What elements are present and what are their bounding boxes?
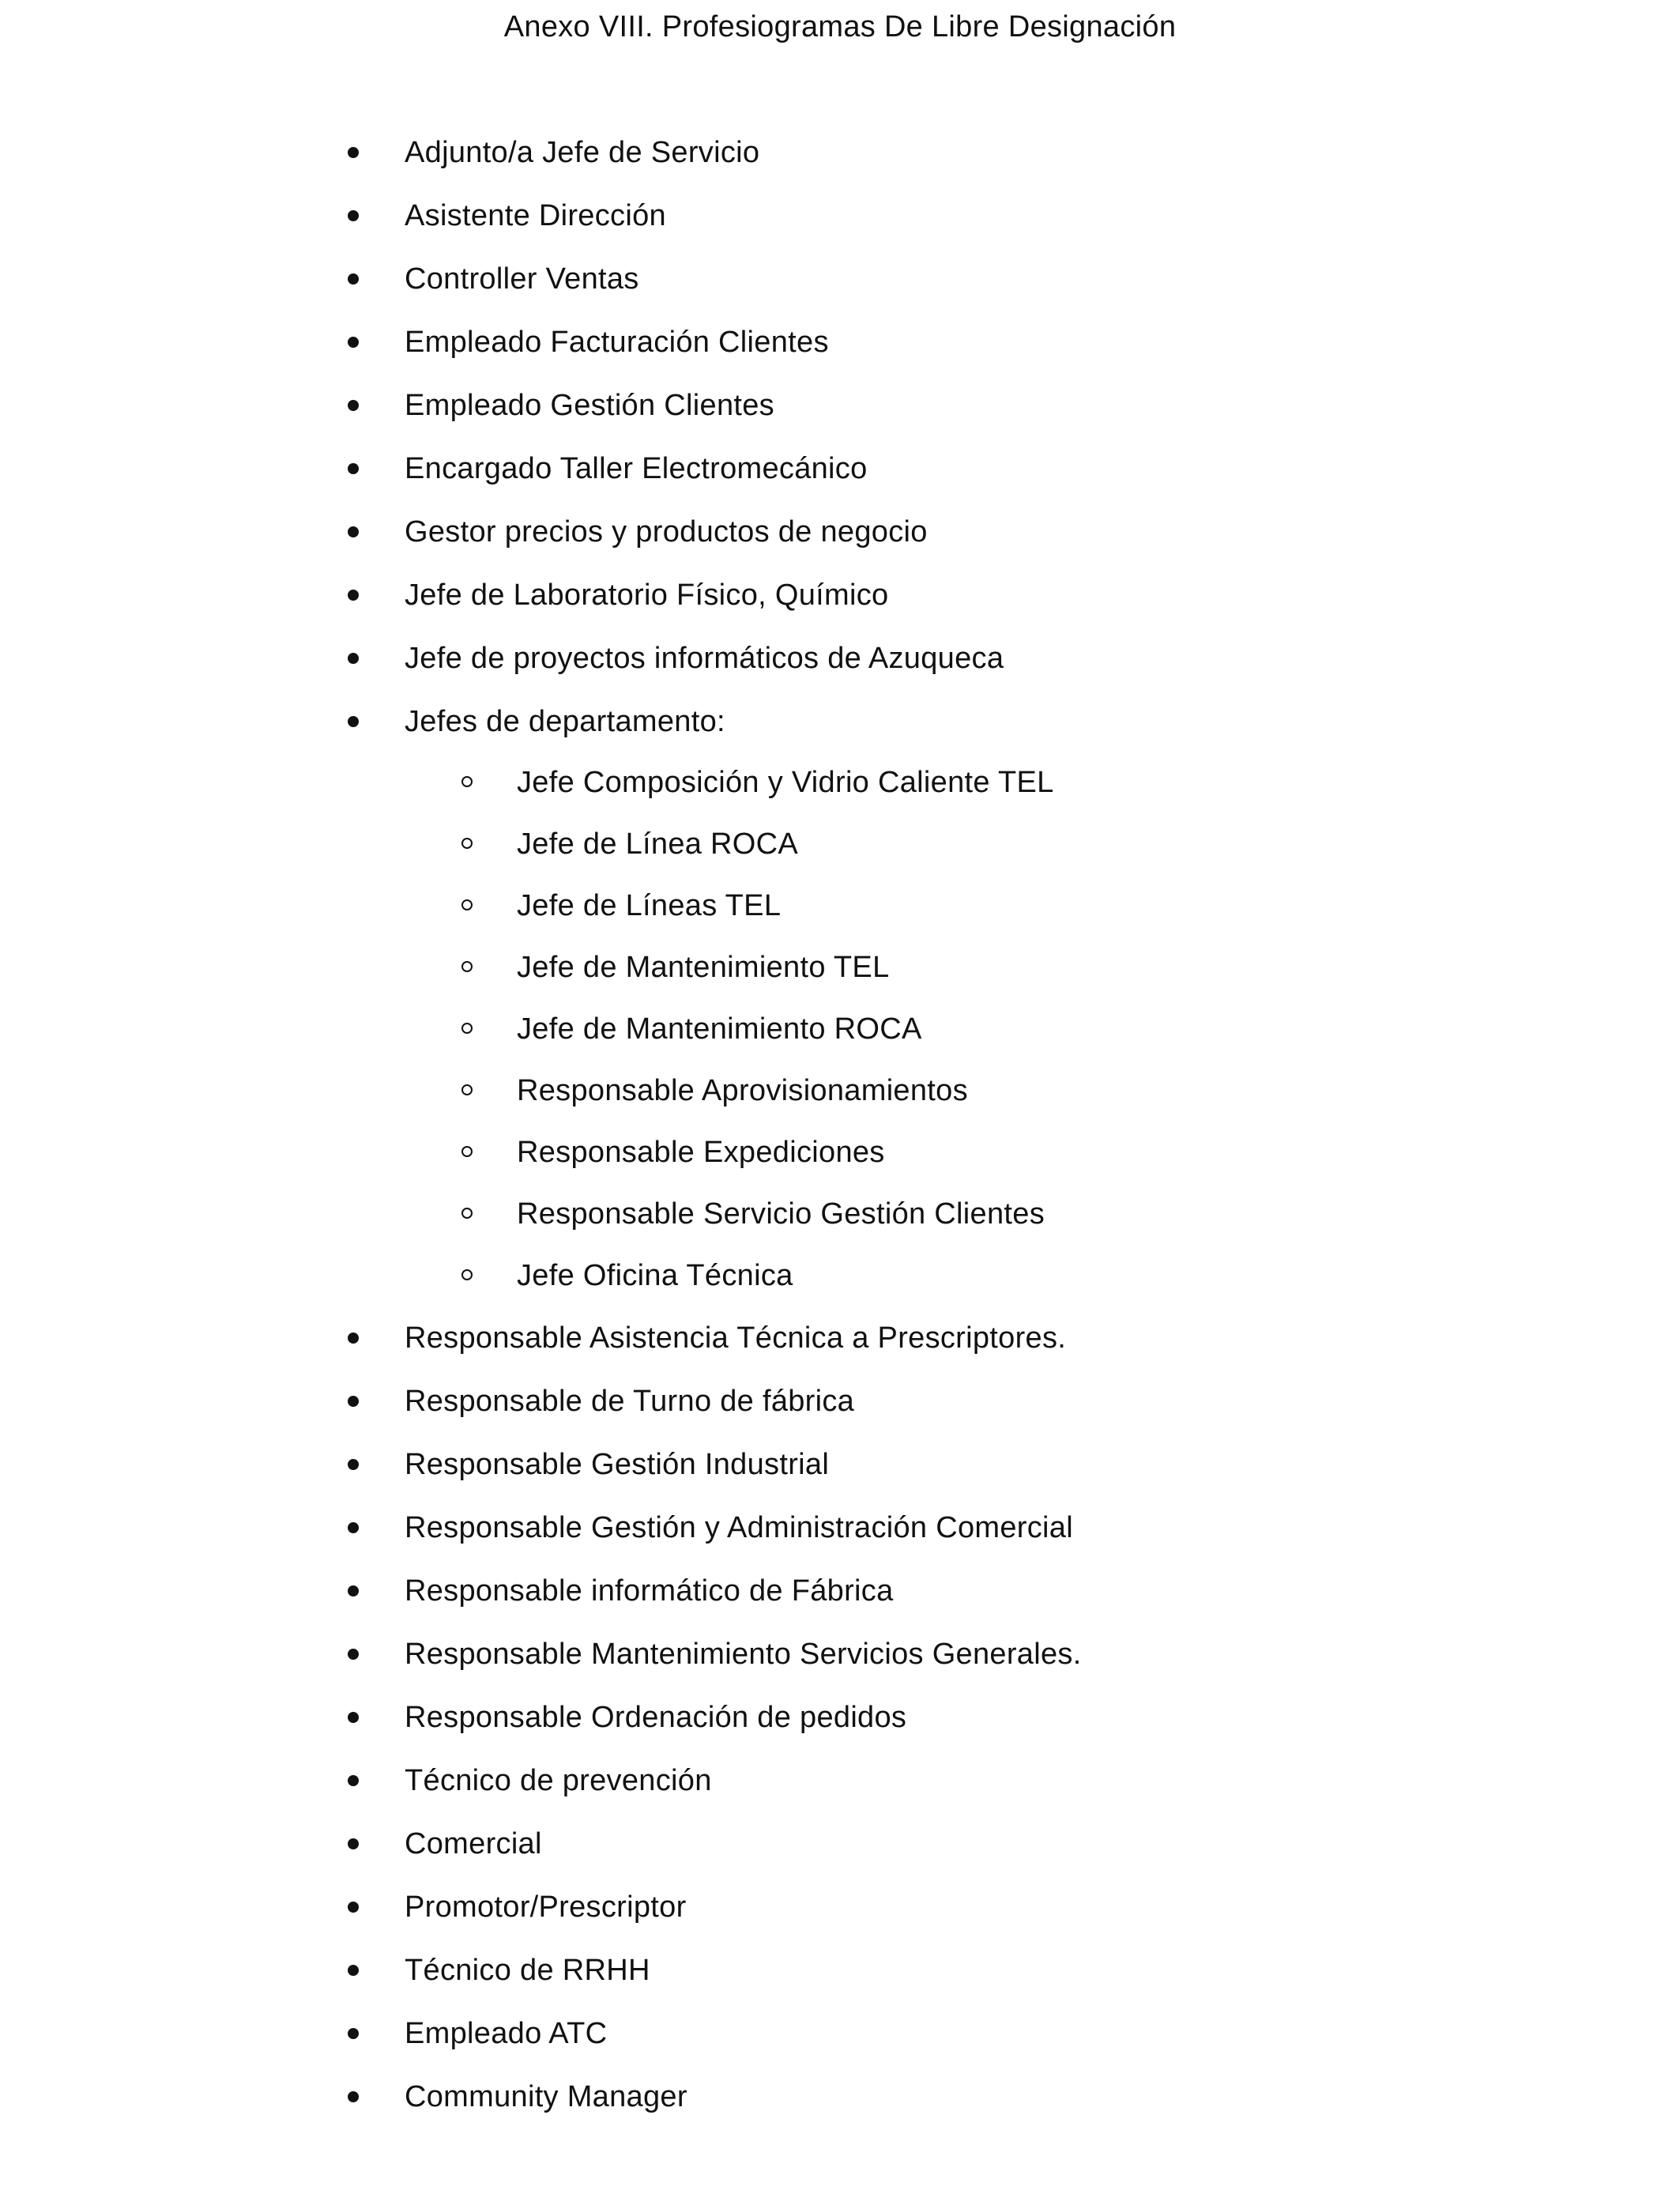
list-item (0, 1442, 1680, 1487)
hollow-bullet-icon (461, 838, 473, 849)
sub-list-item-label: Jefe de Mantenimiento ROCA (517, 1012, 922, 1046)
bullet-icon (348, 1585, 359, 1596)
list-item-label: Responsable informático de Fábrica (405, 1574, 894, 1608)
bullet-icon (348, 1838, 359, 1849)
bullet-icon (348, 337, 359, 348)
list-item-label: Jefe de proyectos informáticos de Azuqueca (405, 642, 1004, 675)
hollow-bullet-icon (461, 776, 473, 787)
list-item-label: Responsable Gestión y Administración Comercial (405, 1511, 1073, 1544)
bullet-icon (348, 526, 359, 537)
list-item (0, 1569, 1680, 1613)
list-item-label: Empleado Gestión Clientes (405, 389, 774, 422)
sub-list-item (0, 1254, 1680, 1297)
bullet-icon (348, 716, 359, 727)
hollow-bullet-icon (461, 1084, 473, 1095)
list-item (0, 194, 1680, 238)
list-item (0, 1885, 1680, 1929)
bullet-icon (348, 1775, 359, 1786)
sub-list-item (0, 884, 1680, 927)
list-item-label: Community Manager (405, 2080, 687, 2113)
list-item-label: Responsable Gestión Industrial (405, 1448, 830, 1481)
list-item-label: Responsable Mantenimiento Servicios Generales. (405, 1638, 1082, 1671)
sub-list-item-label: Responsable Servicio Gestión Clientes (517, 1197, 1045, 1231)
list-item-label: Responsable de Turno de fábrica (405, 1385, 855, 1418)
sub-list-item-label: Jefe Oficina Técnica (517, 1259, 793, 1292)
list-item (0, 2011, 1680, 2056)
document-title: Anexo VIII. Profesiogramas De Libre Designación (503, 10, 1177, 43)
bullet-icon (348, 1712, 359, 1723)
bullet-icon (348, 1333, 359, 1344)
sub-list-item-label: Responsable Aprovisionamientos (517, 1074, 968, 1107)
hollow-bullet-icon (461, 1269, 473, 1280)
list-item-label: Responsable Ordenación de pedidos (405, 1701, 907, 1734)
list-item-label: Técnico de RRHH (405, 1954, 650, 1987)
list-item (0, 699, 1680, 744)
list-item-label: Asistente Dirección (405, 199, 666, 232)
bullet-icon (348, 463, 359, 474)
list-item-label: Jefes de departamento: (405, 705, 725, 738)
list-item (0, 130, 1680, 175)
bullet-icon (348, 2028, 359, 2039)
bullet-icon (348, 653, 359, 664)
list-item-label: Encargado Taller Electromecánico (405, 452, 868, 485)
bullet-icon (348, 273, 359, 285)
sub-list-item-label: Jefe de Líneas TEL (517, 889, 782, 922)
sub-list-item (0, 1193, 1680, 1235)
list-item-label: Empleado ATC (405, 2017, 608, 2050)
sub-list-item-label: Jefe de Mantenimiento TEL (517, 951, 890, 984)
list-item-label: Técnico de prevención (405, 1764, 712, 1797)
list-item (0, 510, 1680, 554)
list-item (0, 573, 1680, 617)
hollow-bullet-icon (461, 1146, 473, 1157)
bullet-icon (348, 147, 359, 158)
sub-list-item (0, 1008, 1680, 1050)
hollow-bullet-icon (461, 899, 473, 910)
hollow-bullet-icon (461, 1023, 473, 1034)
list-item-label: Gestor precios y productos de negocio (405, 515, 928, 548)
list-item (0, 1948, 1680, 1992)
hollow-bullet-icon (461, 961, 473, 972)
list-item (0, 1506, 1680, 1550)
list-item (0, 636, 1680, 680)
bullet-icon (348, 1459, 359, 1470)
bullet-icon (348, 1396, 359, 1407)
list-item (0, 447, 1680, 491)
list-item (0, 1759, 1680, 1803)
list-item (0, 1822, 1680, 1866)
list-item (0, 1632, 1680, 1676)
sub-list-item (0, 946, 1680, 989)
sub-list-item (0, 1131, 1680, 1174)
sub-list-item (0, 823, 1680, 865)
list-item (0, 2075, 1680, 2119)
bullet-icon (348, 400, 359, 411)
list-item (0, 1316, 1680, 1360)
list-item-label: Jefe de Laboratorio Físico, Químico (405, 579, 889, 612)
list-item (0, 1695, 1680, 1740)
sub-list-item-label: Jefe de Línea ROCA (517, 827, 799, 861)
list-item-label: Adjunto/a Jefe de Servicio (405, 136, 760, 169)
list-item-label: Comercial (405, 1827, 542, 1860)
bullet-icon (348, 1649, 359, 1660)
bullet-icon (348, 1522, 359, 1533)
list-item-label: Promotor/Prescriptor (405, 1891, 687, 1924)
list-item (0, 320, 1680, 364)
bullet-icon (348, 1965, 359, 1976)
list-item (0, 257, 1680, 301)
list-item-label: Controller Ventas (405, 262, 639, 296)
hollow-bullet-icon (461, 1208, 473, 1219)
sub-list-item-label: Jefe Composición y Vidrio Caliente TEL (517, 766, 1054, 799)
sub-list-item (0, 761, 1680, 804)
list-item-label: Empleado Facturación Clientes (405, 326, 829, 359)
list-item-label: Responsable Asistencia Técnica a Prescriptores. (405, 1321, 1067, 1355)
bullet-icon (348, 210, 359, 221)
list-item (0, 1379, 1680, 1423)
sub-list-item (0, 1069, 1680, 1112)
bullet-icon (348, 590, 359, 601)
list-item (0, 383, 1680, 428)
sub-list-item-label: Responsable Expediciones (517, 1136, 885, 1169)
bullet-icon (348, 1902, 359, 1913)
bullet-icon (348, 2091, 359, 2102)
